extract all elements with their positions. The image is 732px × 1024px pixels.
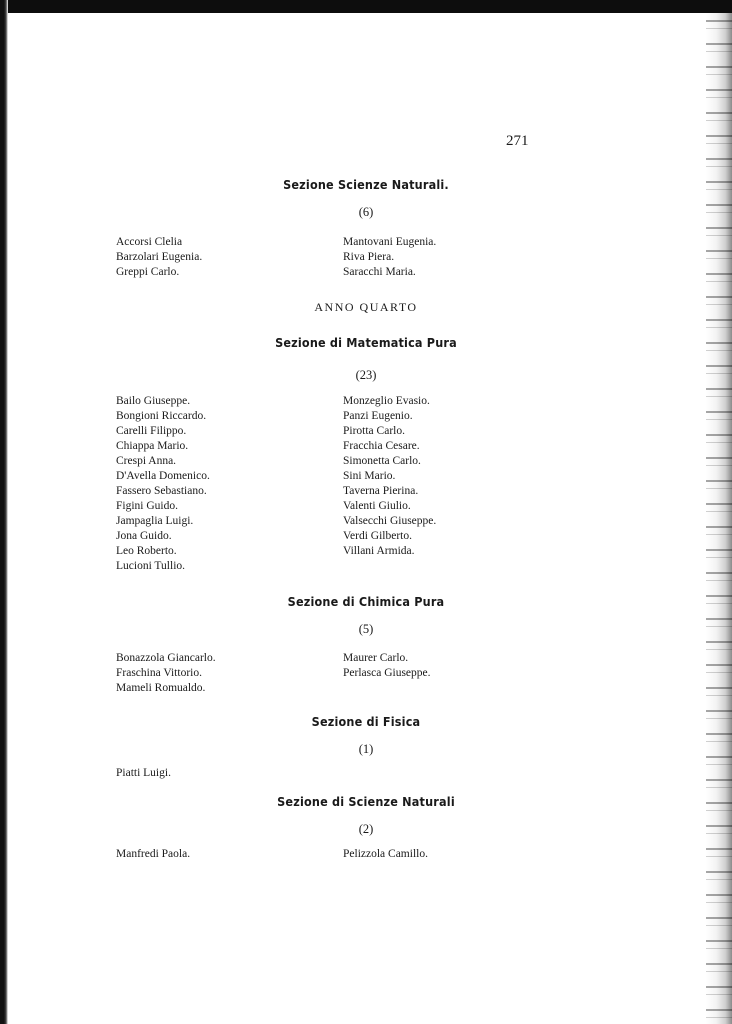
student-name: Fraschina Vittorio. <box>116 667 202 679</box>
student-name: Pelizzola Camillo. <box>343 848 428 860</box>
student-name: Leo Roberto. <box>116 545 177 557</box>
student-name: Simonetta Carlo. <box>343 455 421 467</box>
year-heading: ANNO QUARTO <box>314 300 418 314</box>
student-name: Taverna Pierina. <box>343 485 419 497</box>
student-name: Barzolari Eugenia. <box>116 251 203 263</box>
student-name: Accorsi Clelia <box>116 236 183 248</box>
student-name: Fassero Sebastiano. <box>116 485 207 497</box>
student-name: Panzi Eugenio. <box>343 410 413 422</box>
student-name: Crespi Anna. <box>116 455 177 467</box>
student-name: Fracchia Cesare. <box>343 440 420 452</box>
student-name: Bonazzola Giancarlo. <box>116 652 216 664</box>
student-name: Mantovani Eugenia. <box>343 236 437 248</box>
student-name: Carelli Filippo. <box>116 425 187 437</box>
student-name: Monzeglio Evasio. <box>343 395 430 407</box>
section-heading: Sezione di Chimica Pura <box>287 594 445 609</box>
student-name: Villani Armida. <box>343 545 415 557</box>
student-name: Maurer Carlo. <box>343 652 409 664</box>
section-count: (1) <box>358 742 374 756</box>
student-name: Perlasca Giuseppe. <box>343 667 431 679</box>
student-name: Chiappa Mario. <box>116 440 189 452</box>
student-name: Pirotta Carlo. <box>343 425 405 437</box>
student-name: D'Avella Domenico. <box>116 470 210 482</box>
student-name: Bongioni Riccardo. <box>116 410 207 422</box>
student-name: Piatti Luigi. <box>116 767 171 779</box>
student-name: Sini Mario. <box>343 470 396 482</box>
student-name: Jampaglia Luigi. <box>116 515 194 527</box>
section-heading: Sezione Scienze Naturali. <box>283 177 449 192</box>
scan-top-border <box>0 0 732 13</box>
page-number: 271 <box>506 133 529 149</box>
student-name: Greppi Carlo. <box>116 266 180 278</box>
student-name: Mameli Romualdo. <box>116 682 206 694</box>
student-name: Verdi Gilberto. <box>343 530 412 542</box>
student-name: Saracchi Maria. <box>343 266 416 278</box>
scan-left-border <box>0 0 8 1024</box>
section-count: (2) <box>358 822 374 836</box>
student-name: Riva Piera. <box>343 251 395 263</box>
student-name: Figini Guido. <box>116 500 178 512</box>
section-count: (23) <box>355 368 377 382</box>
student-name: Jona Guido. <box>116 530 172 542</box>
student-name: Lucioni Tullio. <box>116 560 186 572</box>
section-count: (6) <box>358 205 374 219</box>
section-count: (5) <box>358 622 374 636</box>
section-heading: Sezione di Scienze Naturali <box>277 794 455 809</box>
section-heading: Sezione di Matematica Pura <box>275 335 457 350</box>
student-name: Manfredi Paola. <box>116 848 191 860</box>
section-heading: Sezione di Fisica <box>311 714 421 729</box>
student-name: Valenti Giulio. <box>343 500 411 512</box>
scan-right-edge-noise <box>706 13 732 1024</box>
student-name: Bailo Giuseppe. <box>116 395 191 407</box>
student-name: Valsecchi Giuseppe. <box>343 515 437 527</box>
